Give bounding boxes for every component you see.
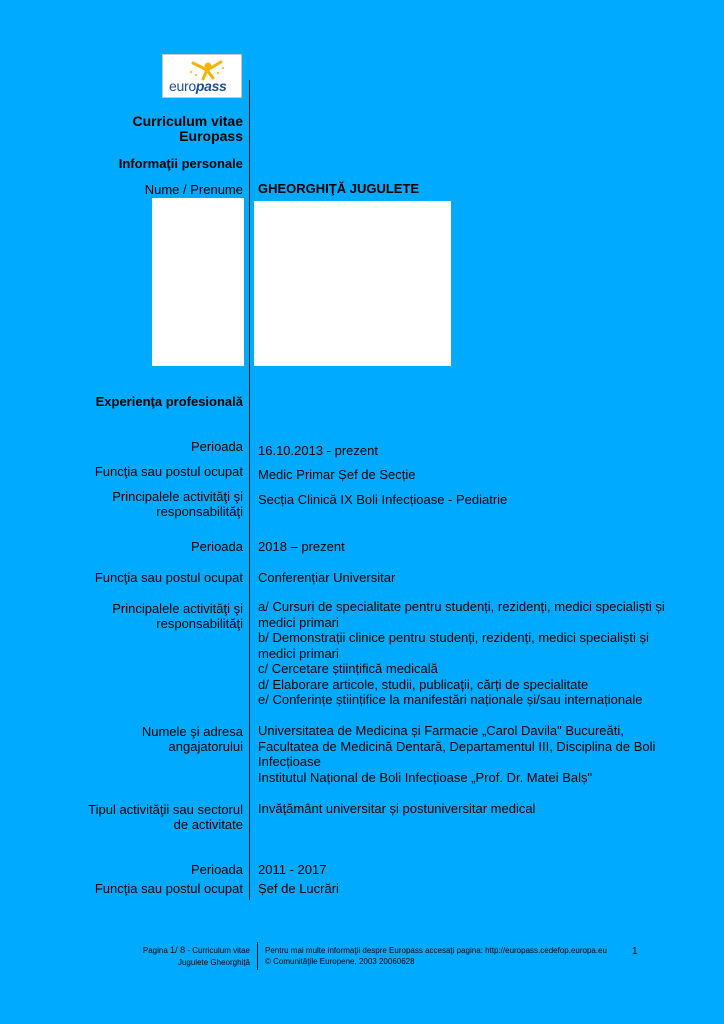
photo-placeholder-left bbox=[152, 198, 244, 366]
activities-list-2 bbox=[258, 599, 665, 708]
footer-doc-line2: Jugulete Gheorghiță bbox=[177, 958, 250, 967]
period-label-2: Perioada bbox=[190, 539, 243, 554]
period-label-1: Perioada bbox=[190, 439, 243, 454]
cv-title-line2: Europass bbox=[179, 128, 243, 144]
period-value-3: 2011 - 2017 bbox=[258, 862, 327, 877]
sector-label-b: de activitate bbox=[173, 817, 243, 832]
function-label-3: Funcţia sau postul ocupat bbox=[94, 881, 243, 896]
function-value-2: Conferențiar Universitar bbox=[258, 570, 396, 585]
employer-label-b: angajatorului bbox=[168, 739, 243, 754]
activities-label-1b: responsabilităţi bbox=[156, 504, 243, 519]
employer-line: Institutul Național de Boli Infecțioase „Prof. Dr. Matei Balș" bbox=[258, 769, 593, 785]
activities-label-2b: responsabilităţi bbox=[156, 616, 243, 631]
employer-label-a: Numele şi adresa bbox=[141, 724, 243, 739]
europass-logo-text: europass bbox=[169, 78, 227, 94]
name-label: Nume / Prenume bbox=[144, 182, 243, 197]
period-value-1: 16.10.2013 - prezent bbox=[258, 443, 378, 458]
footer-page-num: 1 bbox=[170, 945, 176, 955]
cv-title-line1: Curriculum vitae bbox=[132, 113, 243, 129]
activity-line: d/ Elaborare articole, studii, publicații, cărți de specialitate bbox=[258, 676, 589, 692]
footer-info-line1: Pentru mai multe informaţii despre Europass accesaţi pagina: http://europass.cedefop.europa.eu bbox=[265, 946, 607, 955]
activity-line: e/ Conferințe științifice la manifestări naționale și/sau internaționale bbox=[258, 692, 643, 707]
employer-line: Infecțioase bbox=[258, 754, 321, 769]
activity-line: c/ Cercetare științifică medicală bbox=[258, 661, 438, 676]
footer-info-line2: © Comunităţile Europene, 2003 20060628 bbox=[265, 957, 415, 966]
footer-page-info bbox=[143, 944, 250, 969]
photo-placeholder-right bbox=[254, 201, 451, 366]
sector-label-a: Tipul activităţii sau sectorul bbox=[88, 802, 243, 817]
activity-line: medici primari bbox=[258, 614, 339, 630]
employer-value bbox=[258, 723, 655, 785]
period-label-3: Perioada bbox=[190, 862, 243, 877]
activity-line: medici primari bbox=[258, 645, 339, 661]
footer-info bbox=[265, 945, 607, 967]
activity-line: b/ Demonstrații clinice pentru studenți, rezidenți, medici specialiști și bbox=[258, 630, 649, 645]
name-value: GHEORGHIŢĂ JUGULETE bbox=[258, 181, 420, 196]
footer-page-sep: / 8 bbox=[175, 945, 186, 955]
activities-label-2a: Principalele activităţi şi bbox=[112, 601, 243, 616]
function-label-2: Funcţia sau postul ocupat bbox=[94, 570, 243, 585]
sector-value: Invățământ universitar și postuniversitar medical bbox=[258, 801, 536, 816]
employer-line: Universitatea de Medicina și Farmacie „Carol Davila" Bucureăti, bbox=[258, 723, 624, 738]
footer-page-word: Pagina bbox=[142, 946, 168, 955]
footer-page-number: 1 bbox=[632, 946, 638, 957]
europass-logo bbox=[162, 54, 242, 98]
footer-doc-line1: - Curriculum vitae bbox=[187, 946, 250, 955]
function-label-1: Funcţia sau postul ocupat bbox=[94, 464, 243, 479]
function-value-3: Șef de Lucrări bbox=[258, 881, 339, 896]
column-divider bbox=[249, 80, 250, 900]
activity-line: a/ Cursuri de specialitate pentru studenți, rezidenți, medici specialiști și bbox=[258, 599, 665, 614]
footer-divider bbox=[257, 942, 258, 970]
experience-heading: Experienţa profesională bbox=[95, 394, 243, 409]
activities-value-1: Secția Clinică IX Boli Infecțioase - Pediatrie bbox=[258, 492, 508, 507]
function-value-1: Medic Primar Șef de Secție bbox=[258, 467, 416, 482]
employer-line: Facultatea de Medicină Dentară, Departamentul III, Disciplina de Boli bbox=[258, 738, 656, 754]
period-value-2: 2018 – prezent bbox=[258, 539, 345, 554]
personal-info-heading: Informaţii personale bbox=[118, 156, 243, 171]
activities-label-1a: Principalele activităţi şi bbox=[112, 489, 243, 504]
